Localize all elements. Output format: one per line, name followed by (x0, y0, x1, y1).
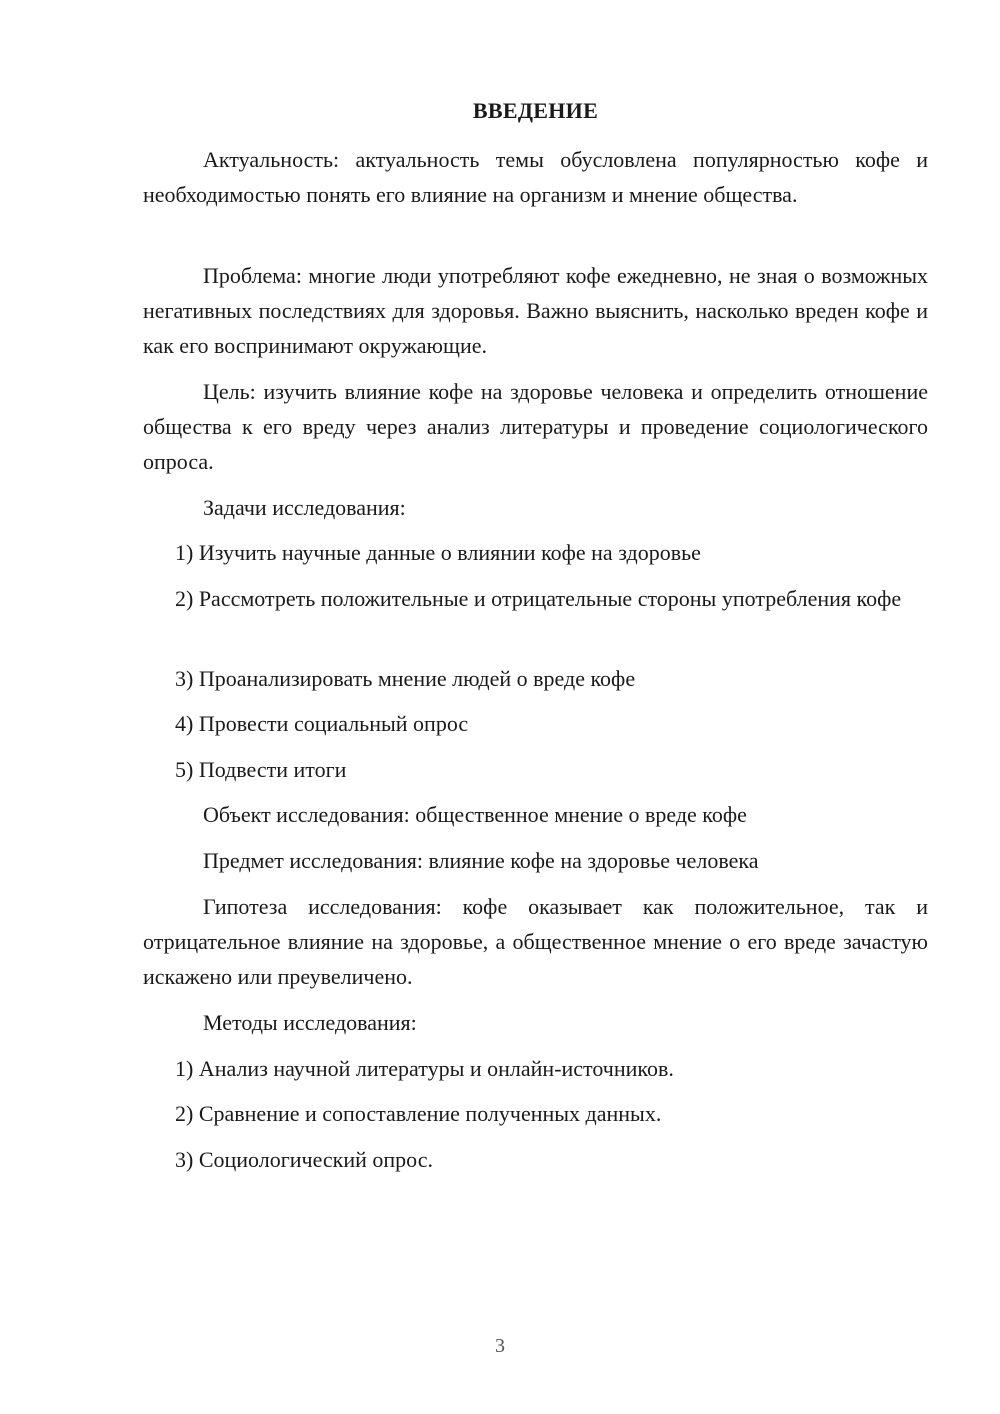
list-item-method-3: 3) Социологический опрос. (175, 1147, 433, 1172)
section-heading: ВВЕДЕНИЕ (472, 98, 599, 123)
paragraph-object: Объект исследования: общественное мнение о вреде кофе (203, 802, 747, 827)
paragraph-hypothesis: Гипотеза исследования: кофе оказывает как положительное, так и отрицательное влияние на здоровье, а общественное мнение о его вреде зачастую искажено или преувеличено. (143, 894, 928, 989)
list-item-method-2: 2) Сравнение и сопоставление полученных данных. (175, 1101, 662, 1126)
list-item-task-3: 3) Проанализировать мнение людей о вреде кофе (175, 666, 636, 691)
paragraph-problem: Проблема: многие люди употребляют кофе ежедневно, не зная о возможных негативных последствиях для здоровья. Важно выяснить, насколько вреден кофе и как его воспринимают окружающие. (143, 263, 928, 358)
paragraph-relevance: Актуальность: актуальность темы обусловлена популярностью кофе и необходимостью понять его влияние на организм и мнение общества. (143, 147, 928, 207)
list-item-task-1: 1) Изучить научные данные о влиянии кофе на здоровье (175, 540, 701, 565)
paragraph-tasks-heading: Задачи исследования: (203, 495, 406, 520)
list-item-task-4: 4) Провести социальный опрос (175, 711, 469, 736)
list-item-task-2: 2) Рассмотреть положительные и отрицательные стороны употребления кофе (175, 586, 902, 611)
list-item-method-1: 1) Анализ научной литературы и онлайн-источников. (175, 1056, 674, 1081)
paragraph-subject: Предмет исследования: влияние кофе на здоровье человека (203, 848, 759, 873)
paragraph-methods-heading: Методы исследования: (203, 1010, 417, 1035)
paragraph-goal: Цель: изучить влияние кофе на здоровье человека и определить отношение общества к его вреду через анализ литературы и проведение социологического опроса. (143, 379, 928, 474)
page-number: 3 (495, 1335, 505, 1357)
list-item-task-5: 5) Подвести итоги (175, 757, 347, 782)
